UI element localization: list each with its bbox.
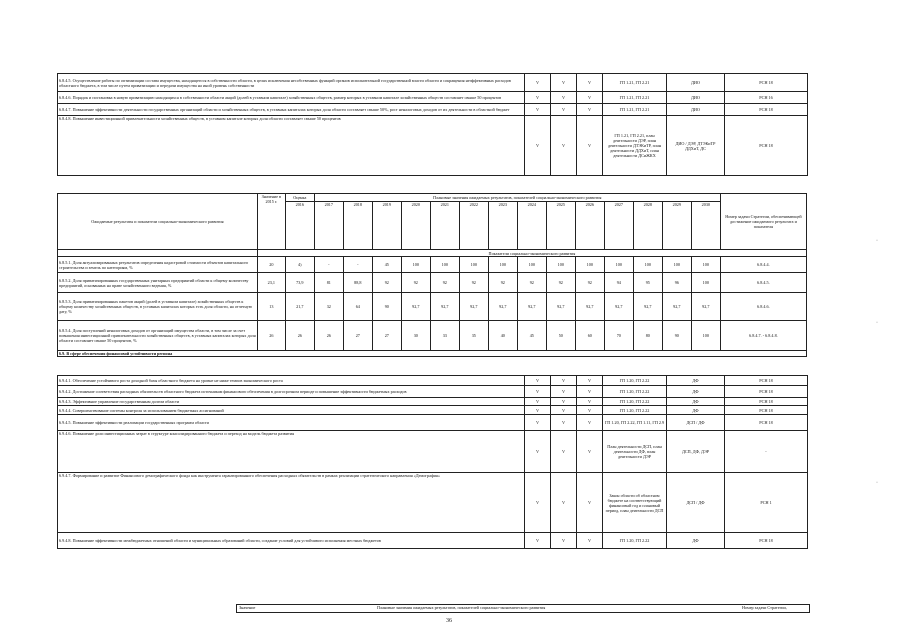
- indicator-value: 100: [517, 257, 546, 273]
- mark-cell: V: [577, 406, 603, 415]
- row-text: 6.9.4.3. Эффективное управление государственным долгом области: [58, 398, 525, 406]
- mark-cell: V: [525, 415, 551, 431]
- indicator-value: 33: [430, 321, 459, 351]
- mark-cell: V: [551, 116, 577, 176]
- year-cell: 2026: [575, 202, 604, 250]
- indicator-value: 32: [314, 293, 343, 321]
- margin-mark: ·: [876, 480, 878, 486]
- rsn-cell: РСН 16: [725, 92, 808, 104]
- section-indicators-title: Показатели социально-экономического развития: [257, 250, 806, 257]
- rsn-cell: РСН 18: [725, 104, 808, 116]
- year-cell: 2021: [430, 202, 459, 250]
- indicator-value: 96: [662, 273, 691, 293]
- indicator-value: 35: [459, 321, 488, 351]
- executor-cell: ДСП, ДФ, ДЭР: [667, 431, 725, 473]
- finance-actions-table: [57, 375, 808, 549]
- indicator-value: 92: [430, 273, 459, 293]
- indicator-value: 92,7: [691, 293, 720, 321]
- rsn-cell: РСН 18: [725, 398, 808, 406]
- rsn-cell: РСН 18: [725, 406, 808, 415]
- indicator-value: 92: [517, 273, 546, 293]
- indicator-value: 81: [314, 273, 343, 293]
- executor-cell: ДФ: [667, 533, 725, 549]
- indicator-rows: [58, 257, 807, 351]
- indicator-value: 92,7: [459, 293, 488, 321]
- indicator-value: 60: [575, 321, 604, 351]
- rsn-cell: РСН 18: [725, 386, 808, 398]
- mark-cell: V: [525, 104, 551, 116]
- year-cell: 2022: [459, 202, 488, 250]
- indicator-row: [58, 257, 807, 273]
- mark-cell: V: [525, 473, 551, 533]
- indicator-text: 6.8.5.2. Доля приватизированных государственных унитарных предприятий области к общему количеству предприятий, основанных на праве хозяйственного ведения, %: [58, 273, 258, 293]
- page-number: 36: [446, 618, 452, 624]
- top-row: [58, 116, 808, 176]
- mark-cell: V: [525, 386, 551, 398]
- header-left-title: Ожидаемые результаты и показатели социально-экономического развития: [58, 194, 258, 250]
- indicator-value: 92,7: [662, 293, 691, 321]
- indicator-value: 100: [488, 257, 517, 273]
- indicator-value: 100: [459, 257, 488, 273]
- mark-cell: V: [551, 386, 577, 398]
- top-row: [58, 104, 808, 116]
- next-page-header-strip: [236, 604, 810, 613]
- row-text: 6.8.4.6. Порядок и постановка в новую приватизацию находящихся в собственности области акций (долей в уставном капитале) хозяйственных обществ, размер которых в уставном капитале хозяйственных обществ составляет свыше 50 процентов: [58, 92, 525, 104]
- mark-cell: V: [551, 473, 577, 533]
- indicator-value: 100: [604, 257, 633, 273]
- finance-row: [58, 386, 808, 398]
- year-cell: 2017: [314, 202, 343, 250]
- indicator-value: 100: [691, 257, 720, 273]
- mark-cell: V: [525, 533, 551, 549]
- year-cell: 2025: [546, 202, 575, 250]
- executor-cell: ДФ: [667, 398, 725, 406]
- mark-cell: V: [577, 398, 603, 406]
- finance-row: [58, 473, 808, 533]
- executor-cell: ДСП / ДФ: [667, 415, 725, 431]
- rsn-cell: РСН 18: [725, 533, 808, 549]
- executor-cell: ДФ: [667, 376, 725, 386]
- program-cell: ГП 1.21, ГП 2.21: [603, 92, 667, 104]
- indicator-value: 40: [488, 321, 517, 351]
- mark-cell: V: [551, 398, 577, 406]
- header-estimate: Оценка: [285, 194, 314, 202]
- row-text: 6.9.4.2. Достижение соответствия расходных обязательств областного бюджета источникам финансового обеспечения в долгосрочном периоде и повышение эффективности бюджетных расходов: [58, 386, 525, 398]
- indicator-value: 92,7: [604, 293, 633, 321]
- mark-cell: V: [577, 386, 603, 398]
- mark-cell: V: [551, 431, 577, 473]
- executor-cell: ДСП / ДФ: [667, 473, 725, 533]
- finance-row: [58, 533, 808, 549]
- mark-cell: V: [525, 398, 551, 406]
- program-cell: ГП 1.20, ГП 2.22: [603, 398, 667, 406]
- header-value-2015: Значение в 2015 г.: [257, 194, 285, 250]
- indicator-value: 100: [575, 257, 604, 273]
- indicator-value: 100: [430, 257, 459, 273]
- strip-value-label: Значение: [239, 605, 256, 610]
- indicator-value: 100: [691, 321, 720, 351]
- indicators-table: [57, 193, 807, 357]
- indicator-value: 50: [546, 321, 575, 351]
- indicator-value: 4): [285, 257, 314, 273]
- indicator-row: [58, 293, 807, 321]
- mark-cell: V: [577, 74, 603, 92]
- mark-cell: V: [551, 74, 577, 92]
- indicator-value: 92,7: [401, 293, 430, 321]
- row-text: 6.9.4.6. Повышение доли инвестиционных затрат в структуре консолидированного бюджета и переход на модель бюджета развития: [58, 431, 525, 473]
- executor-cell: ДФ: [667, 386, 725, 398]
- rsn-cell: РСН 18: [725, 74, 808, 92]
- program-cell: ГП 1.21, ГП 2.21, план деятельности ДЭР, план деятельности ДТЭКиТР, план деятельности ДДХиТ, план деятельности ДСиЖКХ: [603, 116, 667, 176]
- indicator-text: 6.8.5.4. Доля поступлений неналоговых доходов от организаций имущества области, в том числе за счет повышения инвестиционной привлекательности хозяйственных обществ, в уставных капиталах которых доля области составляет свыше 50 процентов, %: [58, 321, 258, 351]
- row-text: 6.8.4.5. Осуществление работы по оптимизации состава имущества, находящегося в собственности области, в целях исключения несобственных функций органов исполнительной государственной власти области и сокращения неэффективных расходов областного бюджета, в том числе путем приватизации и передачи имущества на иной уровень собственности: [58, 74, 525, 92]
- year-cell: 2029: [662, 202, 691, 250]
- indicator-value: 30: [401, 321, 430, 351]
- indicator-value: 92,7: [633, 293, 662, 321]
- indicator-value: 100: [633, 257, 662, 273]
- executor-cell: ДИО: [667, 104, 725, 116]
- indicator-value: 95: [633, 273, 662, 293]
- indicator-value: 90: [372, 293, 401, 321]
- indicator-task: 6.8.4.7. - 6.8.4.8.: [720, 321, 806, 351]
- indicator-value: 92: [546, 273, 575, 293]
- mark-cell: V: [551, 406, 577, 415]
- mark-cell: V: [525, 406, 551, 415]
- mark-cell: V: [551, 376, 577, 386]
- row-text: 6.8.4.8. Повышение инвестиционной привлекательности хозяйственных обществ, в уставном капитале которых доля области составляет свыше 50 процентов: [58, 116, 525, 176]
- mark-cell: V: [525, 92, 551, 104]
- mark-cell: V: [525, 74, 551, 92]
- year-cell: 2024: [517, 202, 546, 250]
- indicator-value: 13: [257, 293, 285, 321]
- section-finance-title: 6.9. В сфере обеспечения финансовой устойчивости региона: [58, 351, 807, 357]
- indicator-value: 45: [372, 257, 401, 273]
- program-cell: ГП 1.20, ГП 2.22: [603, 533, 667, 549]
- indicator-value: 92,7: [575, 293, 604, 321]
- rsn-cell: -: [725, 431, 808, 473]
- indicator-value: 20: [257, 257, 285, 273]
- indicator-value: -: [343, 257, 372, 273]
- indicator-row: [58, 321, 807, 351]
- mark-cell: V: [577, 116, 603, 176]
- indicator-task: 6.8.4.6.: [720, 293, 806, 321]
- executor-cell: ДФ: [667, 406, 725, 415]
- indicator-value: 92: [401, 273, 430, 293]
- mark-cell: V: [577, 473, 603, 533]
- year-cell: 2019: [372, 202, 401, 250]
- indicator-value: 80: [633, 321, 662, 351]
- mark-cell: V: [577, 376, 603, 386]
- indicator-text: 6.8.5.3. Доля приватизированных пакетов акций (долей в уставном капитале) хозяйственных обществ к общему количеству хозяйственных обществ, в уставных капиталах которых есть доля области, на отчетную дату, %: [58, 293, 258, 321]
- mark-cell: V: [577, 533, 603, 549]
- year-2016: 2016: [285, 202, 314, 250]
- executor-cell: ДИО: [667, 92, 725, 104]
- top-row: [58, 92, 808, 104]
- mark-cell: V: [551, 104, 577, 116]
- year-cell: 2028: [633, 202, 662, 250]
- program-cell: ГП 1.20, ГП 2.22: [603, 406, 667, 415]
- mark-cell: V: [525, 116, 551, 176]
- year-cell: 2023: [488, 202, 517, 250]
- margin-mark: ·: [876, 238, 878, 244]
- mark-cell: V: [577, 431, 603, 473]
- finance-row: [58, 398, 808, 406]
- program-cell: План деятельности ДСП, план деятельности ДФ, план деятельности ДЭР: [603, 431, 667, 473]
- indicator-value: 26: [314, 321, 343, 351]
- program-cell: ГП 1.21, ГП 2.21: [603, 74, 667, 92]
- mark-cell: V: [525, 376, 551, 386]
- indicator-value: 92: [459, 273, 488, 293]
- finance-row: [58, 415, 808, 431]
- row-text: 6.9.4.7. Формирование и развитие Финансового демографического фонда как инструмента гарантированного обеспечения расходных обязательств в рамках реализации стратегического направления «Демография»: [58, 473, 525, 533]
- row-text: 6.9.4.4. Совершенствование системы контроля за использованием бюджетных ассигнований: [58, 406, 525, 415]
- program-cell: ГП 1.20, ГП 2.22: [603, 386, 667, 398]
- program-cell: ГП 1.20, ГП 2.22, ГП 1.11, ГП 2.9: [603, 415, 667, 431]
- finance-row: [58, 376, 808, 386]
- indicator-value: 27: [372, 321, 401, 351]
- indicator-value: 64: [343, 293, 372, 321]
- indicator-value: 92,7: [430, 293, 459, 321]
- indicator-value: 92: [372, 273, 401, 293]
- mark-cell: V: [551, 533, 577, 549]
- top-row: [58, 74, 808, 92]
- mark-cell: V: [577, 415, 603, 431]
- indicator-value: 92,7: [488, 293, 517, 321]
- indicator-task: 6.8.4.5.: [720, 273, 806, 293]
- indicator-value: 100: [546, 257, 575, 273]
- indicator-value: 90: [662, 321, 691, 351]
- indicator-value: 100: [691, 273, 720, 293]
- rsn-cell: РСН 18: [725, 415, 808, 431]
- row-text: 6.9.4.1. Обеспечение устойчивого роста доходной базы областного бюджета на уровне не ниже темпов экономического роста: [58, 376, 525, 386]
- indicator-value: 92: [488, 273, 517, 293]
- indicator-text: 6.8.5.1. Доля актуализированных результатов определения кадастровой стоимости объектов капитального строительства и земель по категориям, %: [58, 257, 258, 273]
- rsn-cell: РСН 1: [725, 473, 808, 533]
- row-text: 6.9.4.5. Повышение эффективности реализации государственных программ области: [58, 415, 525, 431]
- mark-cell: V: [577, 104, 603, 116]
- indicator-value: 21,7: [285, 293, 314, 321]
- mark-cell: V: [525, 431, 551, 473]
- indicator-value: 70: [604, 321, 633, 351]
- margin-mark: ·: [876, 320, 878, 326]
- indicator-value: -: [314, 257, 343, 273]
- top-actions-table: [57, 73, 808, 176]
- strip-task-label: Номер задачи Стратегии,: [742, 605, 787, 610]
- mark-cell: V: [551, 92, 577, 104]
- year-cell: 2020: [401, 202, 430, 250]
- program-cell: ГП 1.21, ГП 2.21: [603, 104, 667, 116]
- year-cell: 2027: [604, 202, 633, 250]
- indicator-value: 88,8: [343, 273, 372, 293]
- rsn-cell: РСН 18: [725, 376, 808, 386]
- finance-row: [58, 431, 808, 473]
- indicator-value: 26: [285, 321, 314, 351]
- header-task: Номер задачи Стратегии, обеспечивающей достижение ожидаемого результата и показателя: [720, 194, 806, 250]
- mark-cell: V: [577, 92, 603, 104]
- header-planned: Плановые значения ожидаемых результатов, показателей социально-экономического развития: [314, 194, 720, 202]
- indicator-value: 26: [257, 321, 285, 351]
- indicator-value: 92,7: [546, 293, 575, 321]
- rsn-cell: РСН 18: [725, 116, 808, 176]
- indicator-value: 73,9: [285, 273, 314, 293]
- year-cell: 2018: [343, 202, 372, 250]
- indicator-value: 92,7: [517, 293, 546, 321]
- row-text: 6.9.4.8. Повышение эффективности межбюджетных отношений области и муниципальных образований области, создание условий для устойчивого исполнения местных бюджетов: [58, 533, 525, 549]
- program-cell: Закон области об областном бюджете на соответствующий финансовый год и плановый период, план деятельности ДСП: [603, 473, 667, 533]
- indicator-value: 100: [401, 257, 430, 273]
- program-cell: ГП 1.20, ГП 2.22: [603, 376, 667, 386]
- indicator-value: 45: [517, 321, 546, 351]
- finance-row: [58, 406, 808, 415]
- year-cell: 2030: [691, 202, 720, 250]
- strip-planned-label: Плановые значения ожидаемых результатов, показателей социально-экономического развития: [377, 605, 546, 610]
- indicator-value: 100: [662, 257, 691, 273]
- indicator-value: 92: [575, 273, 604, 293]
- indicator-value: 94: [604, 273, 633, 293]
- executor-cell: ДИО / ДЭР, ДТЭКиТР ДДХиТ, ДС: [667, 116, 725, 176]
- indicator-row: [58, 273, 807, 293]
- indicator-value: 27: [343, 321, 372, 351]
- indicator-task: 6.8.4.4.: [720, 257, 806, 273]
- mark-cell: V: [551, 415, 577, 431]
- indicator-value: 23,1: [257, 273, 285, 293]
- row-text: 6.8.4.7. Повышение эффективности деятельности государственных организаций области и хозяйственных обществ, в уставных капиталах которых доля области составляет свыше 50%, рост неналоговых доходов от их деятельности в областной бюджет: [58, 104, 525, 116]
- executor-cell: ДИО: [667, 74, 725, 92]
